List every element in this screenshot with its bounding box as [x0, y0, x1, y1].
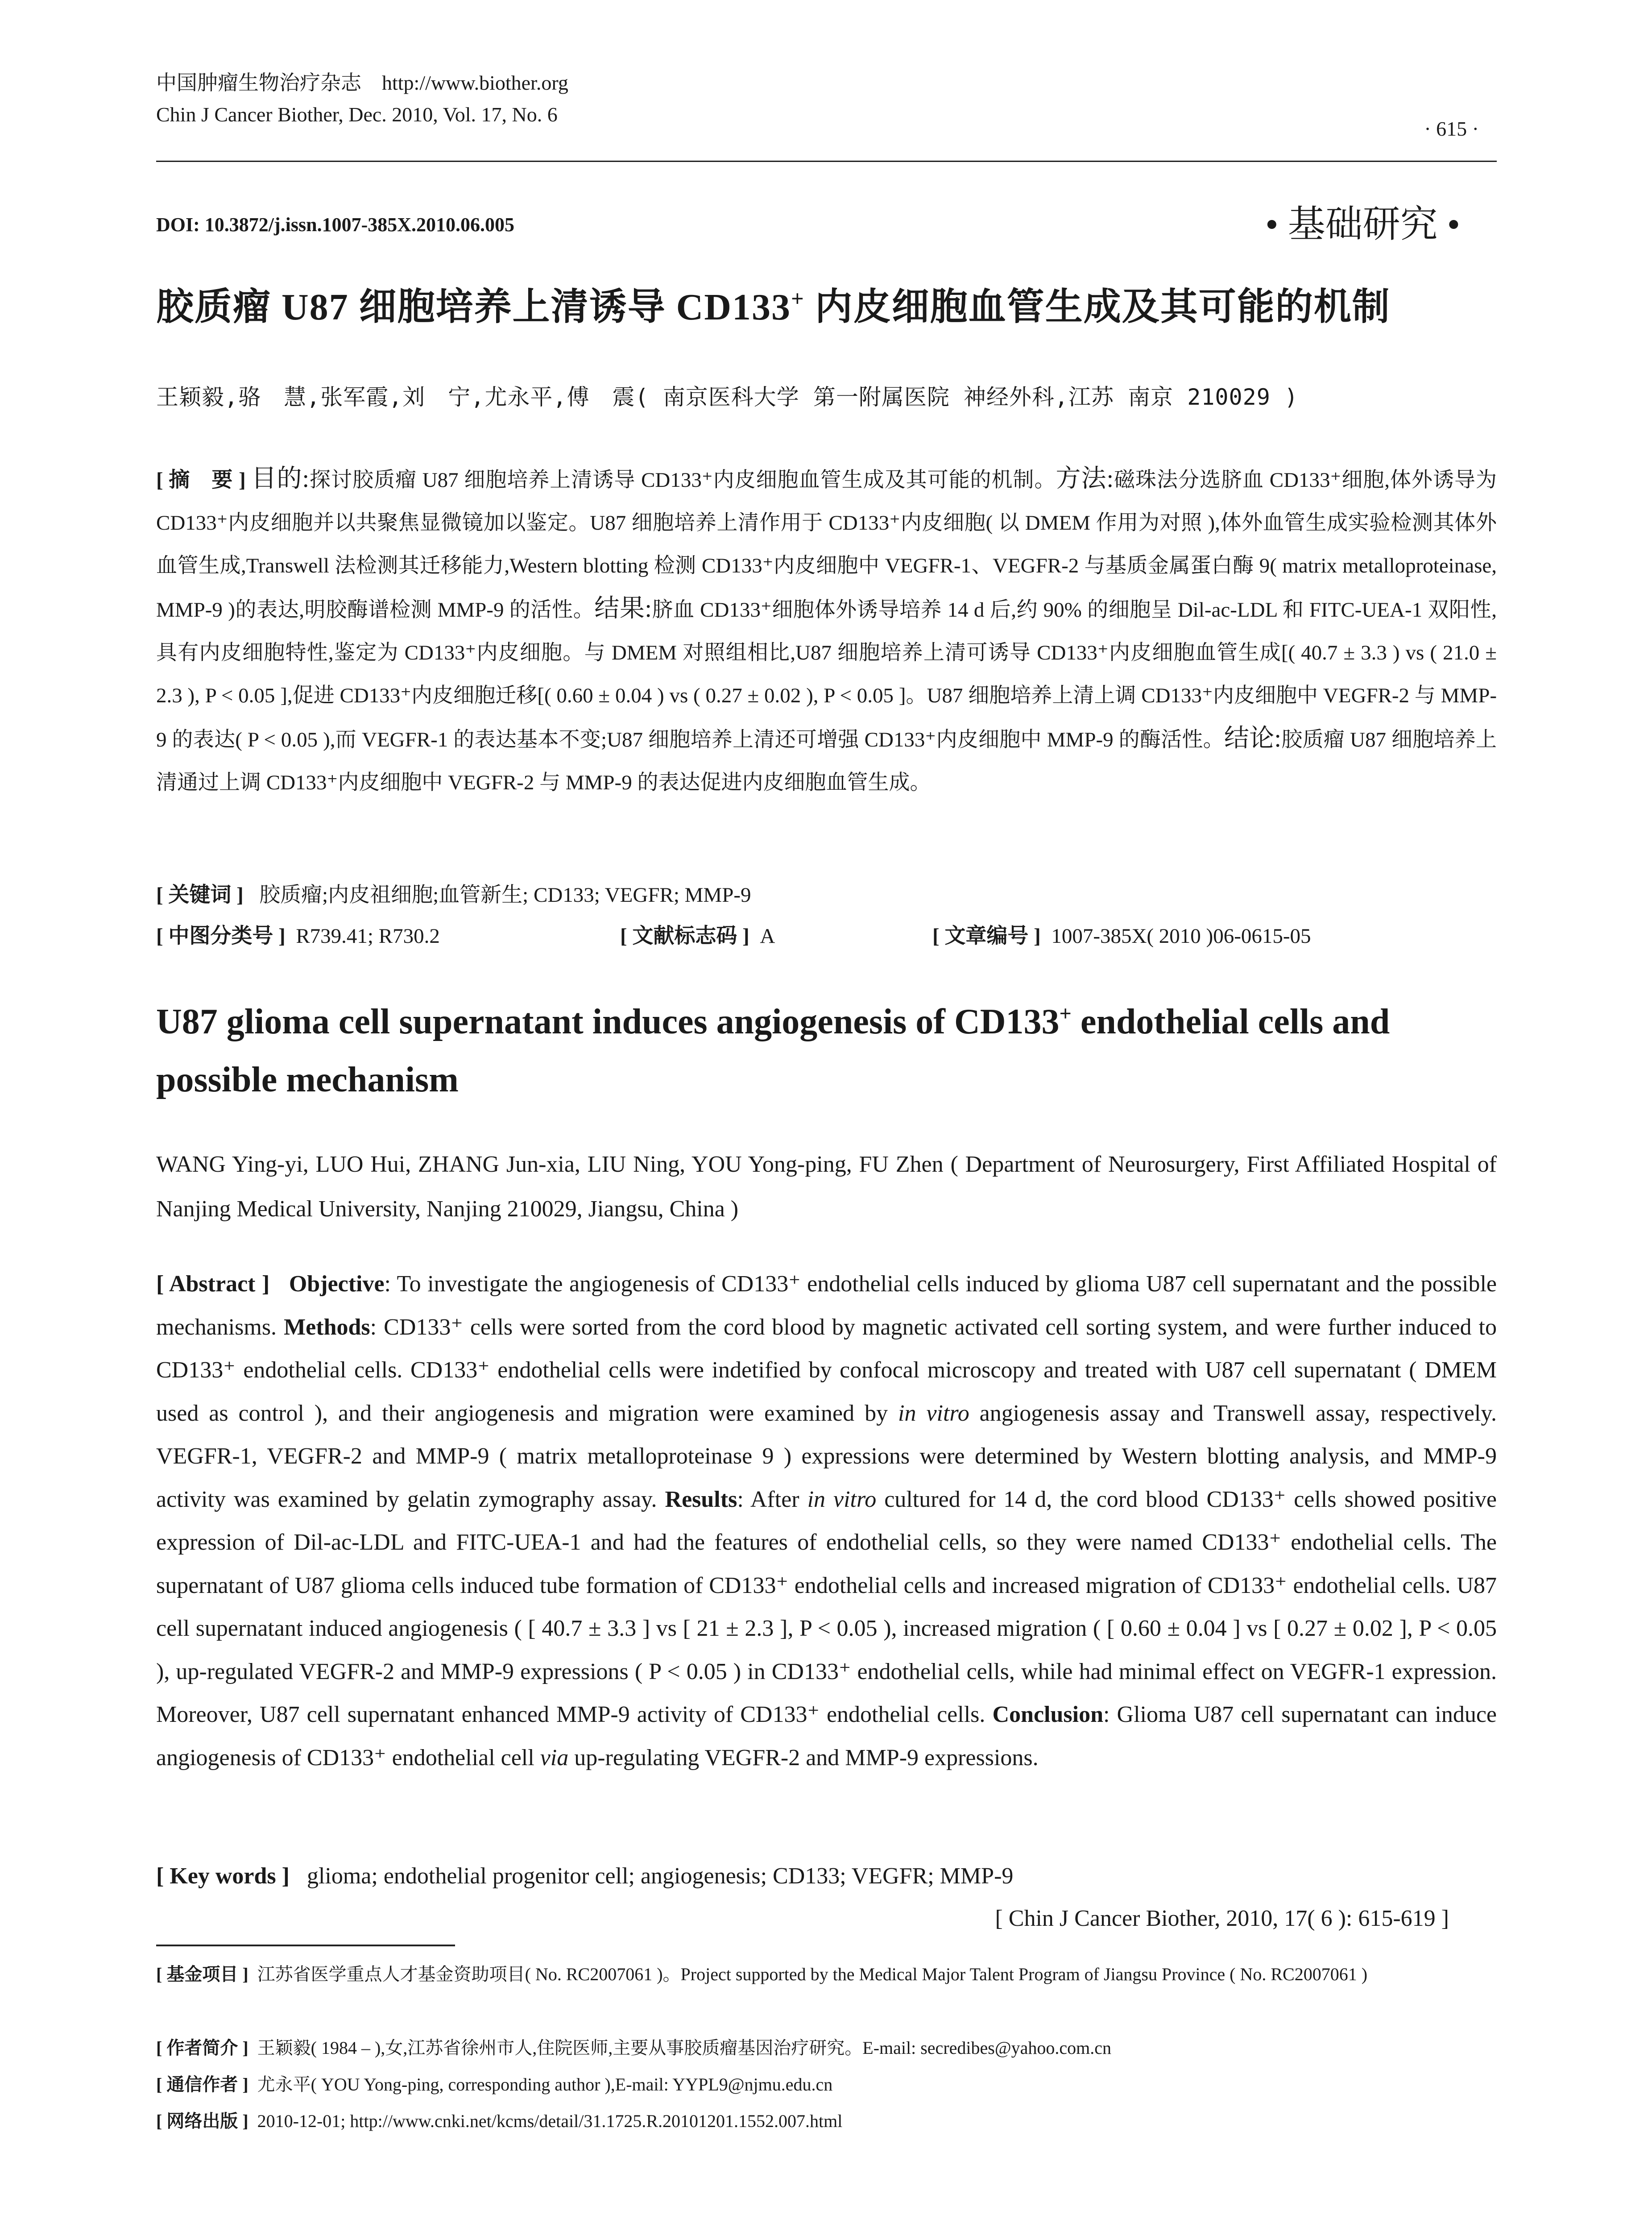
footnote-corresponding — [156, 2067, 1497, 2102]
clc-group — [156, 919, 440, 949]
footnote-online — [156, 2103, 1497, 2139]
abstract-en — [156, 1263, 1497, 1779]
journal-url[interactable]: http://www.biother.org — [382, 71, 568, 94]
results-label-en: Results — [665, 1486, 737, 1512]
footnote-author — [156, 2030, 1497, 2066]
title-cn-superscript: + — [791, 286, 805, 311]
objective-label-cn: 目的: — [251, 465, 310, 493]
methods-en-2: angiogenesis assay and Transwell assay, respectively. VEGFR-1, VEGFR-2 and MMP-9 ( matrix metalloproteinase 9 ) expressions were determined by Western blotting analysis, and MMP-9 activity was examined by gelatin zymography assay. — [156, 1400, 1497, 1512]
keywords-cn-text: 胶质瘤;内皮祖细胞;血管新生; CD133; VEGFR; MMP-9 — [259, 883, 751, 907]
keywords-en-text: glioma; endothelial progenitor cell; angiogenesis; CD133; VEGFR; MMP-9 — [306, 1863, 1014, 1889]
journal-name-cn: 中国肿瘤生物治疗杂志 — [156, 71, 361, 94]
methods-label-cn: 方法: — [1056, 465, 1114, 493]
results-cn: 脐血 CD133⁺细胞体外诱导培养 14 d 后,约 90% 的细胞呈 Dil-ac-LDL 和 FITC-UEA-1 双阳性,具有内皮细胞特性,鉴定为 CD133⁺内皮细胞。与 DMEM 对照组相比,U87 细胞培养上清可诱导 CD133⁺内皮细胞血管生成[( 40.7 ± 3.3 ) vs ( 21.0 ± 2.3 ), P < 0.05 ],促进 CD133⁺内皮细胞迁移[( 0.60 ± 0.04 ) vs ( 0.27 ± 0.02 ), P < 0.05 ]。U87 细胞培养上清上调 CD133⁺内皮细胞中 VEGFR-2 与 MMP-9 的表达( P < 0.05 ),而 VEGFR-1 的表达基本不变;U87 细胞培养上清还可增强 CD133⁺内皮细胞中 MMP-9 的酶活性。 — [156, 598, 1497, 751]
clc-value: R739.41; R730.2 — [296, 925, 440, 948]
title-cn-part-2: 内皮细胞血管生成及其可能的机制 — [804, 286, 1391, 328]
doc-code-value: A — [760, 925, 775, 948]
header-rule — [156, 161, 1497, 162]
objective-label-en: Objective — [289, 1271, 385, 1297]
keywords-cn — [156, 878, 751, 908]
page-number: · 615 · — [1424, 117, 1479, 140]
title-cn-part-1: 胶质瘤 U87 细胞培养上清诱导 CD133 — [156, 286, 791, 328]
title-en-part-2: endothelial cells and possible mechanism — [156, 1002, 1390, 1099]
doc-code-group — [620, 919, 775, 949]
abstract-en-label: [ Abstract ] — [156, 1271, 270, 1297]
authors-en: WANG Ying-yi, LUO Hui, ZHANG Jun-xia, LIU Ning, YOU Yong-ping, FU Zhen ( Department of Neurosurgery, First Affiliated Hospital of Nanjing Medical University, Nanjing 210029, Jiangsu, China ) — [156, 1152, 1497, 1222]
author-info-label: [ 作者简介 ] — [156, 2038, 248, 2058]
online-label: [ 网络出版 ] — [156, 2111, 248, 2131]
journal-header-line-1 — [156, 67, 568, 99]
abstract-cn-label: [ 摘 要 ] — [156, 469, 246, 492]
title-en-superscript: + — [1059, 1002, 1072, 1026]
doi[interactable]: DOI: 10.3872/j.issn.1007-385X.2010.06.005 — [156, 214, 515, 236]
keywords-en-label: [ Key words ] — [156, 1863, 290, 1889]
authors-cn: 王颖毅,骆 慧,张军霞,刘 宁,尤永平,傅 震( 南京医科大学 第一附属医院 神经外科,江苏 南京 210029 ) — [156, 384, 1299, 410]
methods-en-italic: in vitro — [898, 1400, 969, 1426]
methods-cn: 磁珠法分选脐血 CD133⁺细胞,体外诱导为 CD133⁺内皮细胞并以共聚焦显微镜加以鉴定。U87 细胞培养上清作用于 CD133⁺内皮细胞( 以 DMEM 作用为对照 ),体外血管生成实验检测其体外血管生成,Transwell 法检测其迁移能力,Western blotting 检测 CD133⁺内皮细胞中 VEGFR-1、VEGFR-2 与基质金属蛋白酶 9( matrix metalloproteinase, MMP-9 )的表达,明胶酶谱检测 MMP-9 的活性。 — [156, 469, 1497, 622]
section-label: • 基础研究 • — [1265, 204, 1460, 245]
conclusion-cn: 胶质瘤 U87 细胞培养上清通过上调 CD133⁺内皮细胞中 VEGFR-2 与 MMP-9 的表达促进内皮细胞血管生成。 — [156, 728, 1497, 794]
conclusion-en-1: : Glioma U87 cell supernatant can induce angiogenesis of CD133⁺ endothelial cell — [156, 1702, 1497, 1771]
clc-label: [ 中图分类号 ] — [156, 925, 286, 948]
title-en-part-1: U87 glioma cell supernatant induces angiogenesis of CD133 — [156, 1002, 1060, 1041]
keywords-cn-label: [ 关键词 ] — [156, 883, 244, 907]
results-label-cn: 结果: — [594, 595, 652, 622]
methods-en-1: : CD133⁺ cells were sorted from the cord blood by magnetic activated cell sorting system, and were further induced to CD133⁺ endothelial cells. CD133⁺ endothelial cells were indetified by confocal microscopy and treated with U87 cell supernatant ( DMEM used as control ), and their angiogenesis and migration were examined by — [156, 1314, 1497, 1426]
results-en-2: cultured for 14 d, the cord blood CD133⁺ cells showed positive expression of Dil-ac-LDL and FITC-UEA-1 and had the features of endothelial cells, so they were named CD133⁺ endothelial cells. The supernatant of U87 glioma cells induced tube formation of CD133⁺ endothelial cells and increased migration of CD133⁺ endothelial cells. U87 cell supernatant induced angiogenesis ( [ 40.7 ± 3.3 ] vs [ 21 ± 2.3 ], P < 0.05 ), increased migration ( [ 0.60 ± 0.04 ] vs [ 0.27 ± 0.02 ], P < 0.05 ), up-regulated VEGFR-2 and MMP-9 expressions ( P < 0.05 ) in CD133⁺ endothelial cells, while had minimal effect on VEGFR-1 expression. Moreover, U87 cell supernatant enhanced MMP-9 activity of CD133⁺ endothelial cells. — [156, 1486, 1497, 1727]
fund-label: [ 基金项目 ] — [156, 1964, 248, 1984]
title-cn — [156, 277, 1391, 331]
conclusion-en-italic: via — [540, 1745, 569, 1771]
article-number-group — [932, 919, 1311, 949]
citation: [ Chin J Cancer Biother, 2010, 17( 6 ): 615-619 ] — [995, 1906, 1449, 1931]
article-number-label: [ 文章编号 ] — [932, 925, 1041, 948]
conclusion-label-cn: 结论: — [1224, 725, 1281, 752]
methods-label-en: Methods — [284, 1314, 370, 1340]
online-text: 2010-12-01; http://www.cnki.net/kcms/detail/31.1725.R.20101201.1552.007.html — [257, 2111, 843, 2131]
corresponding-text: 尤永平( YOU Yong-ping, corresponding author ),E-mail: YYPL9@njmu.edu.cn — [257, 2074, 833, 2094]
corresponding-label: [ 通信作者 ] — [156, 2074, 248, 2094]
results-en-1: : After — [737, 1486, 807, 1512]
objective-cn: 探讨胶质瘤 U87 细胞培养上清诱导 CD133⁺内皮细胞血管生成及其可能的机制。 — [309, 469, 1056, 492]
footnote-fund — [156, 1957, 1497, 1992]
doc-code-label: [ 文献标志码 ] — [620, 925, 749, 948]
journal-name-en: Chin J Cancer Biother, Dec. 2010, Vol. 17, No. 6 — [156, 103, 558, 126]
footnote-rule — [156, 1945, 455, 1946]
running-header — [156, 67, 568, 131]
article-number-value: 1007-385X( 2010 )06-0615-05 — [1051, 925, 1311, 948]
keywords-en — [156, 1863, 1013, 1889]
results-en-italic: in vitro — [807, 1486, 877, 1512]
abstract-cn — [156, 457, 1497, 804]
conclusion-en-2: up-regulating VEGFR-2 and MMP-9 expressions. — [568, 1745, 1039, 1771]
objective-en: : To investigate the angiogenesis of CD133⁺ endothelial cells induced by glioma U87 cell supernatant and the possible mechanisms. — [156, 1271, 1497, 1340]
title-en — [156, 993, 1497, 1109]
fund-text: 江苏省医学重点人才基金资助项目( No. RC2007061 )。Project supported by the Medical Major Talent Program of Jiangsu Province ( No. RC2007061 ) — [257, 1964, 1368, 1984]
author-info-text: 王颖毅( 1984 – ),女,江苏省徐州市人,住院医师,主要从事胶质瘤基因治疗研究。E-mail: secredibes@yahoo.com.cn — [257, 2038, 1112, 2058]
conclusion-label-en: Conclusion — [992, 1702, 1104, 1727]
